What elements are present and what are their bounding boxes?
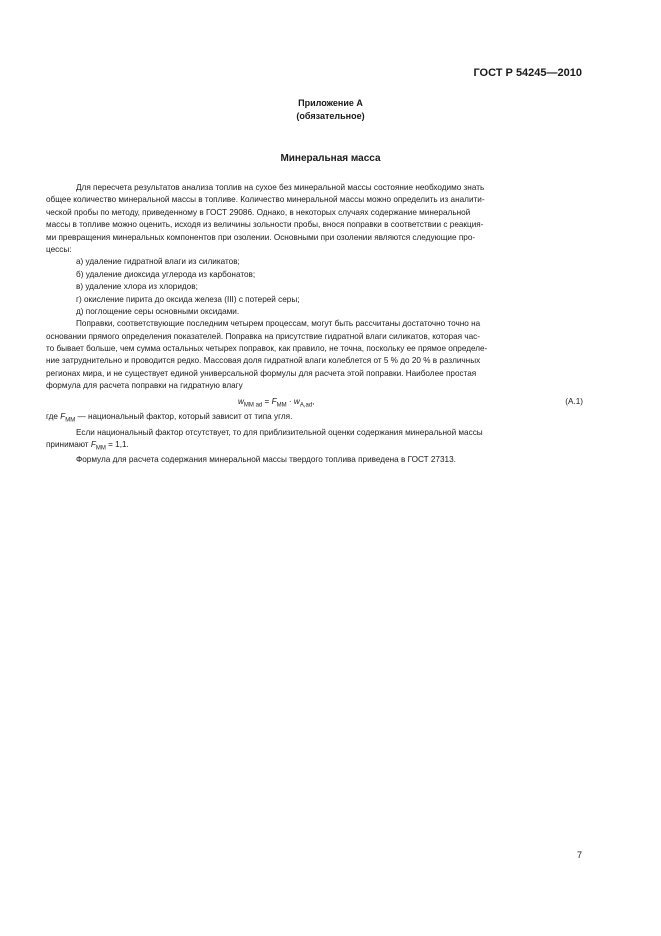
body-text: [46, 182, 583, 466]
list-item: а) удаление гидратной влаги из силикатов;: [76, 257, 240, 267]
formula-symbol: w: [238, 396, 244, 406]
list-item: в) удаление хлора из хлоридов;: [76, 282, 198, 292]
text-line: ми превращения минеральных компонентов при озолении. Основными при озолении являются следующие про-: [46, 232, 476, 242]
text-line: массы в топливе можно оценить, исходя из величины зольности пробы, внося поправки в соответствии с реакция-: [46, 220, 484, 230]
text-line: Поправки, соответствующие последним четырем процессам, могут быть рассчитаны достаточно точно на: [76, 319, 481, 329]
list-item: б) удаление диоксида углерода из карбонатов;: [76, 269, 256, 279]
paragraph-national-factor: [46, 427, 583, 453]
formula-symbol: w: [293, 396, 300, 406]
text-line: формула для расчета поправки на гидратную влагу: [46, 381, 243, 391]
list-item: г) окисление пирита до оксида железа (III) с потерей серы;: [76, 294, 300, 304]
page-number: 7: [576, 850, 582, 860]
text-line: то бывает больше, чем сумма остальных четырех поправок, как правило, не точна, поскольку ее прямое определе-: [46, 344, 488, 354]
text-line: общее количество минеральной массы в топливе. Количество минеральной массы можно определить из аналити-: [46, 195, 485, 205]
text-line: Если национальный фактор отсутствует, то для приблизительной оценки содержания минеральной массы: [76, 428, 483, 438]
text-line: ческой пробы по методу, приведенному в ГОСТ 29086. Однако, в некоторых случаях содержание минеральной: [46, 207, 471, 217]
section-title: Минеральная масса: [280, 153, 381, 164]
text-line: принимают $F_{MM} = 1,1$.: [46, 440, 129, 453]
annex-title: Приложение А: [298, 98, 363, 108]
document-code: ГОСТ Р 54245—2010: [473, 67, 582, 79]
process-list: [76, 256, 583, 318]
text-line: регионах мира, и не существует единой универсальной формулы для расчета этой поправки. Наиболее простая: [46, 368, 477, 378]
text-line: цессы:: [46, 244, 72, 254]
text-line: Для пересчета результатов анализа топлив на сухое без минеральной массы состояние необходимо знать: [76, 183, 485, 192]
formula-operator: =: [262, 396, 272, 406]
formula-number: (А.1): [565, 396, 583, 406]
where-clause: где $F_{MM}$ — национальный фактор, который зависит от типа угля.: [46, 411, 293, 424]
list-item: д) поглощение серы основными оксидами.: [76, 306, 240, 316]
text-line: ние затруднительно и проводится редко. Массовая доля гидратной влаги колеблется от 5 % до 20 % в различных: [46, 356, 481, 366]
paragraph-reference: Формула для расчета содержания минеральной массы твердого топлива приведена в ГОСТ 27313.: [76, 454, 456, 464]
formula-punctuation: ,: [312, 396, 315, 406]
paragraph-intro: [46, 182, 583, 256]
formula-subscript: A,ad: [299, 402, 313, 409]
formula-symbol: F: [271, 396, 277, 406]
formula-expression: [238, 396, 314, 412]
formula-subscript: MM: [276, 402, 287, 409]
formula-subscript: MM ad: [243, 402, 263, 409]
formula-a1: [76, 395, 583, 411]
annex-status: (обязательное): [296, 111, 365, 121]
paragraph-corrections: [46, 318, 583, 392]
text-line: основании прямого определения показателей. Поправка на присутствие гидратной влаги силикатов, которая час-: [46, 331, 480, 341]
formula-operator: ·: [286, 396, 294, 406]
annex-heading: [0, 97, 661, 123]
